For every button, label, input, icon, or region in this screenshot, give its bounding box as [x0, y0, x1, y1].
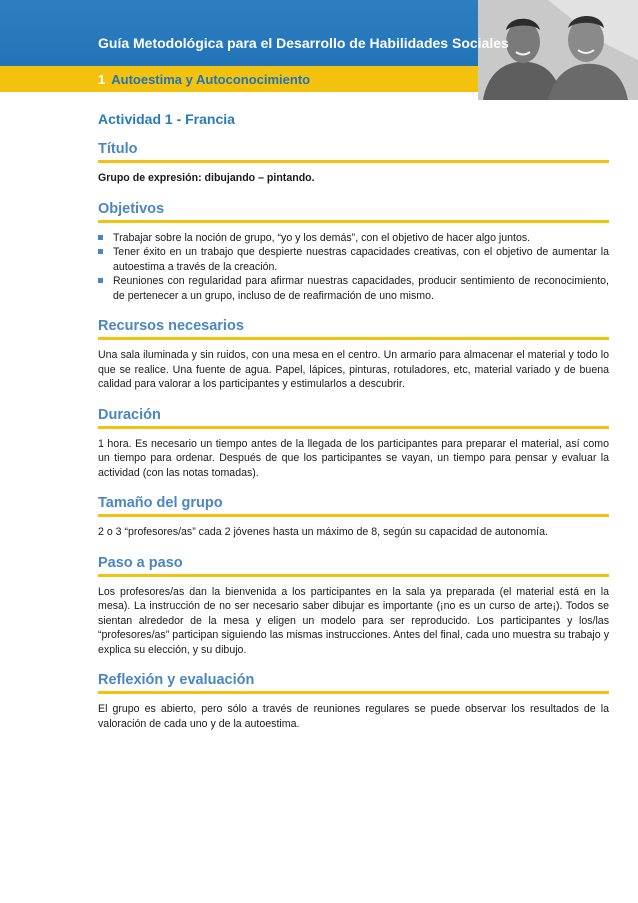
objectives-list: [98, 231, 609, 304]
list-item: [98, 274, 609, 303]
section-divider: [98, 691, 609, 694]
section-tamano: [98, 494, 609, 540]
activity-title: Actividad 1 - Francia: [98, 111, 235, 127]
section-text: Los profesores/as dan la bienvenida a los participantes en la sala ya preparada (el material está en la mesa). La instrucción de no ser necesario saber dibujar es importante (¡no es un curso de arte¡). Todos se sientan alrededor de la mesa y eligen un modelo para ser reproducido. Los participantes y los/las “profesores/as” participan siguiendo las mismas instrucciones. Antes del final, cada uno muestra su trabajo y explica su elección, y su dibujo.: [98, 585, 609, 656]
list-item: [98, 245, 609, 274]
guide-title: Guía Metodológica para el Desarrollo de Habilidades Sociales: [98, 35, 509, 51]
section-text: El grupo es abierto, pero sólo a través de reuniones regulares se puede observar los resultados de la valoración de cada uno y de la autoestima.: [98, 703, 609, 730]
section-divider: [98, 220, 609, 223]
bullet-square-icon: [98, 249, 103, 254]
section-recursos: [98, 317, 609, 392]
section-divider: [98, 160, 609, 163]
section-text: Una sala iluminada y sin ruidos, con una mesa en el centro. Un armario para almacenar el material y todo lo que se realice. Una fuente de agua. Papel, lápices, pinturas, rotuladores, etc, material variado y de buena calidad para valorar a los participantes y estimularlos a descubrir.: [98, 349, 609, 390]
section-heading: Reflexión y evaluación: [98, 672, 255, 688]
section-divider: [98, 514, 609, 517]
section-reflexion: [98, 671, 609, 731]
list-item-text: Trabajar sobre la noción de grupo, “yo y los demás”, con el objetivo de hacer algo juntos.: [113, 231, 531, 244]
section-text: 1 hora. Es necesario un tiempo antes de la llegada de los participantes para preparar el material, así como un tiempo para ordenar. Después de que los participantes se vayan, un tiempo para pensar y evaluar la actividad (con las notas tomadas).: [98, 437, 609, 479]
bullet-square-icon: [98, 235, 103, 240]
document-body: [98, 110, 609, 745]
section-titulo: [98, 140, 609, 186]
section-heading: Tamaño del grupo: [98, 495, 223, 511]
bullet-square-icon: [98, 278, 103, 283]
list-item-text: Tener éxito en un trabajo que despierte nuestras capacidades creativas, con el objetivo de aumentar la autoestima a través de la creación.: [113, 246, 609, 273]
section-paso: [98, 554, 609, 658]
section-text: 2 o 3 “profesores/as” cada 2 jóvenes hasta un máximo de 8, según su capacidad de autonomía.: [98, 526, 548, 538]
section-heading: Título: [98, 141, 138, 157]
list-item-text: Reuniones con regularidad para afirmar nuestras capacidades, producir sentimiento de reconocimiento, de pertenecer a un grupo, incluso de de reafirmación de uno mismo.: [113, 275, 609, 302]
section-divider: [98, 574, 609, 577]
list-item: [98, 231, 609, 246]
section-text: Grupo de expresión: dibujando – pintando.: [98, 172, 315, 184]
section-heading: Objetivos: [98, 200, 165, 217]
chapter-number: 1: [98, 72, 106, 87]
section-heading: Duración: [98, 406, 161, 423]
section-divider: [98, 337, 609, 340]
section-objetivos: [98, 200, 609, 304]
chapter-heading: [98, 72, 310, 87]
section-divider: [98, 426, 609, 429]
chapter-label: Autoestima y Autoconocimiento: [111, 72, 311, 87]
section-duracion: [98, 406, 609, 481]
section-heading: Paso a paso: [98, 554, 183, 571]
section-heading: Recursos necesarios: [98, 318, 244, 334]
